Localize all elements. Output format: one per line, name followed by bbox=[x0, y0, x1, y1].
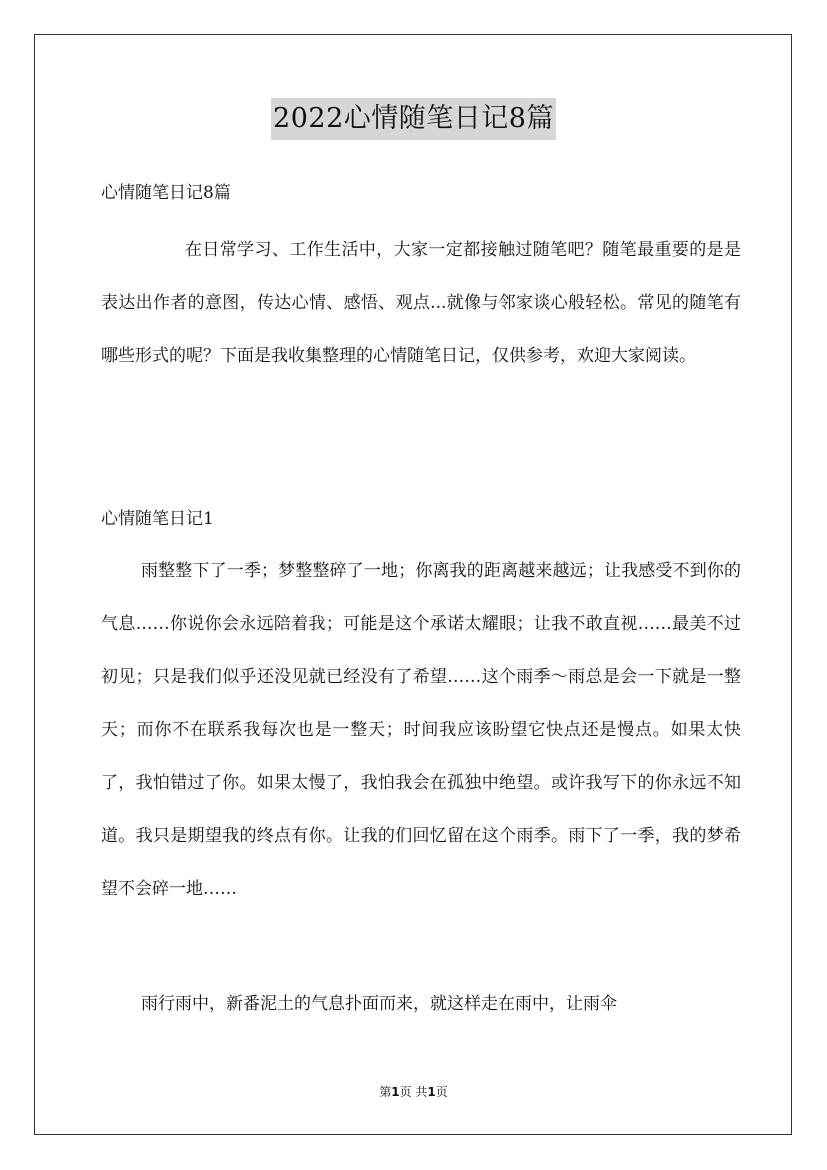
footer-page-current: 1 bbox=[391, 1085, 400, 1099]
footer-page-mid: 页 共 bbox=[399, 1085, 428, 1099]
title-container bbox=[0, 98, 827, 140]
footer-page-suffix: 页 bbox=[435, 1085, 448, 1099]
body-paragraph: 雨整整下了一季；梦整整碎了一地；你离我的距离越来越远；让我感受不到你的气息……你说你会永远陪着我；可能是这个承诺太耀眼；让我不敢直视……最美不过初见；只是我们似乎还没见就已经没有了希望……这个雨季～雨总是会一下就是一整天；而你不在联系我每次也是一整天；时间我应该盼望它快点还是慢点。如果太快了，我怕错过了你。如果太慢了，我怕我会在孤独中绝望。或许我写下的你永远不知道。我只是期望我的终点有你。让我的们回忆留在这个雨季。雨下了一季，我的梦希望不会碎一地…… bbox=[101, 561, 741, 899]
document-subtitle: 心情随笔日记8篇 bbox=[101, 183, 231, 203]
intro-paragraph: 在日常学习、工作生活中，大家一定都接触过随笔吧？随笔最重要的是是表达出作者的意图，传达心情、感悟、观点...就像与邻家谈心般轻松。常见的随笔有哪些形式的呢？下面是我收集整理的心情随笔日记，仅供参考，欢迎大家阅读。 bbox=[101, 240, 741, 366]
footer-page-total: 1 bbox=[427, 1085, 436, 1099]
footer-page-prefix: 第 bbox=[379, 1085, 392, 1099]
page-footer bbox=[0, 1083, 827, 1101]
body-paragraph-continued: 雨行雨中，新番泥土的气息扑面而来，就这样走在雨中，让雨伞 bbox=[141, 994, 617, 1014]
section-heading: 心情随笔日记1 bbox=[101, 509, 214, 529]
document-title: 2022心情随笔日记8篇 bbox=[271, 98, 556, 140]
